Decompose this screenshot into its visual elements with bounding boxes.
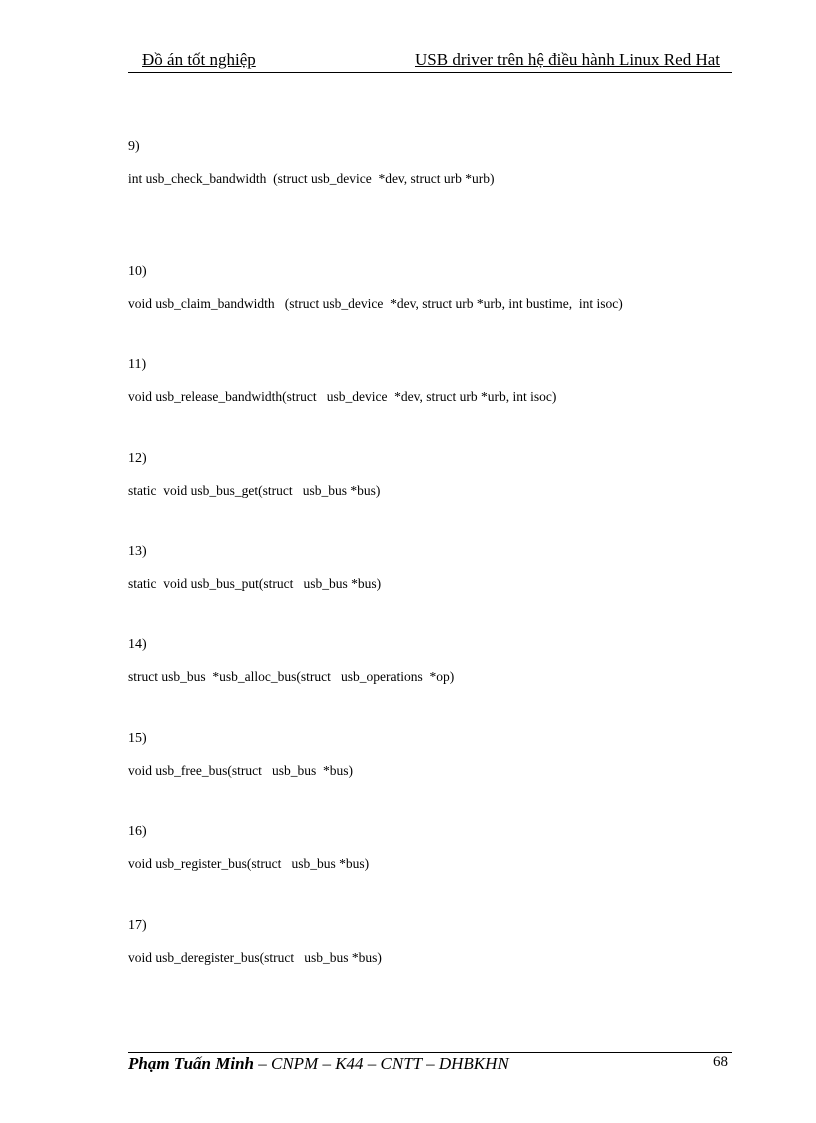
entry-14 xyxy=(128,636,454,686)
entry-number: 13) xyxy=(128,544,147,559)
entry-number: 16) xyxy=(128,824,147,839)
function-signature: void usb_deregister_bus(struct usb_bus *bus) xyxy=(128,950,382,965)
entry-number: 10) xyxy=(128,264,147,279)
entry-13 xyxy=(128,543,381,593)
entry-number: 9) xyxy=(128,139,140,154)
entry-number: 14) xyxy=(128,637,147,652)
entry-11 xyxy=(128,356,556,406)
entry-15 xyxy=(128,730,353,780)
function-signature: int usb_check_bandwidth (struct usb_device *dev, struct urb *urb) xyxy=(128,171,495,186)
function-signature: static void usb_bus_get(struct usb_bus *bus) xyxy=(128,483,381,498)
page-header xyxy=(128,48,732,73)
header-right-title: USB driver trên hệ điều hành Linux Red Hat xyxy=(415,50,720,69)
page-number: 68 xyxy=(713,1054,728,1070)
header-left-title: Đồ án tốt nghiệp xyxy=(142,50,256,69)
entry-number: 11) xyxy=(128,357,147,372)
entry-16 xyxy=(128,823,369,873)
function-signature: static void usb_bus_put(struct usb_bus *bus) xyxy=(128,576,382,591)
entry-number: 12) xyxy=(128,451,147,466)
function-signature: void usb_release_bandwidth(struct usb_device *dev, struct urb *urb, int isoc) xyxy=(128,389,557,404)
entry-number: 17) xyxy=(128,918,147,933)
function-signature: void usb_register_bus(struct usb_bus *bus) xyxy=(128,856,370,871)
entry-12 xyxy=(128,450,380,500)
page-footer xyxy=(128,1054,728,1076)
footer-divider xyxy=(128,1052,732,1053)
function-signature: struct usb_bus *usb_alloc_bus(struct usb_operations *op) xyxy=(128,669,455,684)
function-signature: void usb_claim_bandwidth (struct usb_device *dev, struct urb *urb, int bustime, int isoc) xyxy=(128,296,623,311)
function-signature: void usb_free_bus(struct usb_bus *bus) xyxy=(128,763,353,778)
entry-10 xyxy=(128,263,623,313)
entry-17 xyxy=(128,917,382,967)
entry-9 xyxy=(128,138,495,188)
entry-number: 15) xyxy=(128,731,147,746)
footer-author: Phạm Tuấn Minh xyxy=(128,1054,254,1073)
footer-affiliation: – CNPM – K44 – CNTT – DHBKHN xyxy=(253,1054,509,1073)
